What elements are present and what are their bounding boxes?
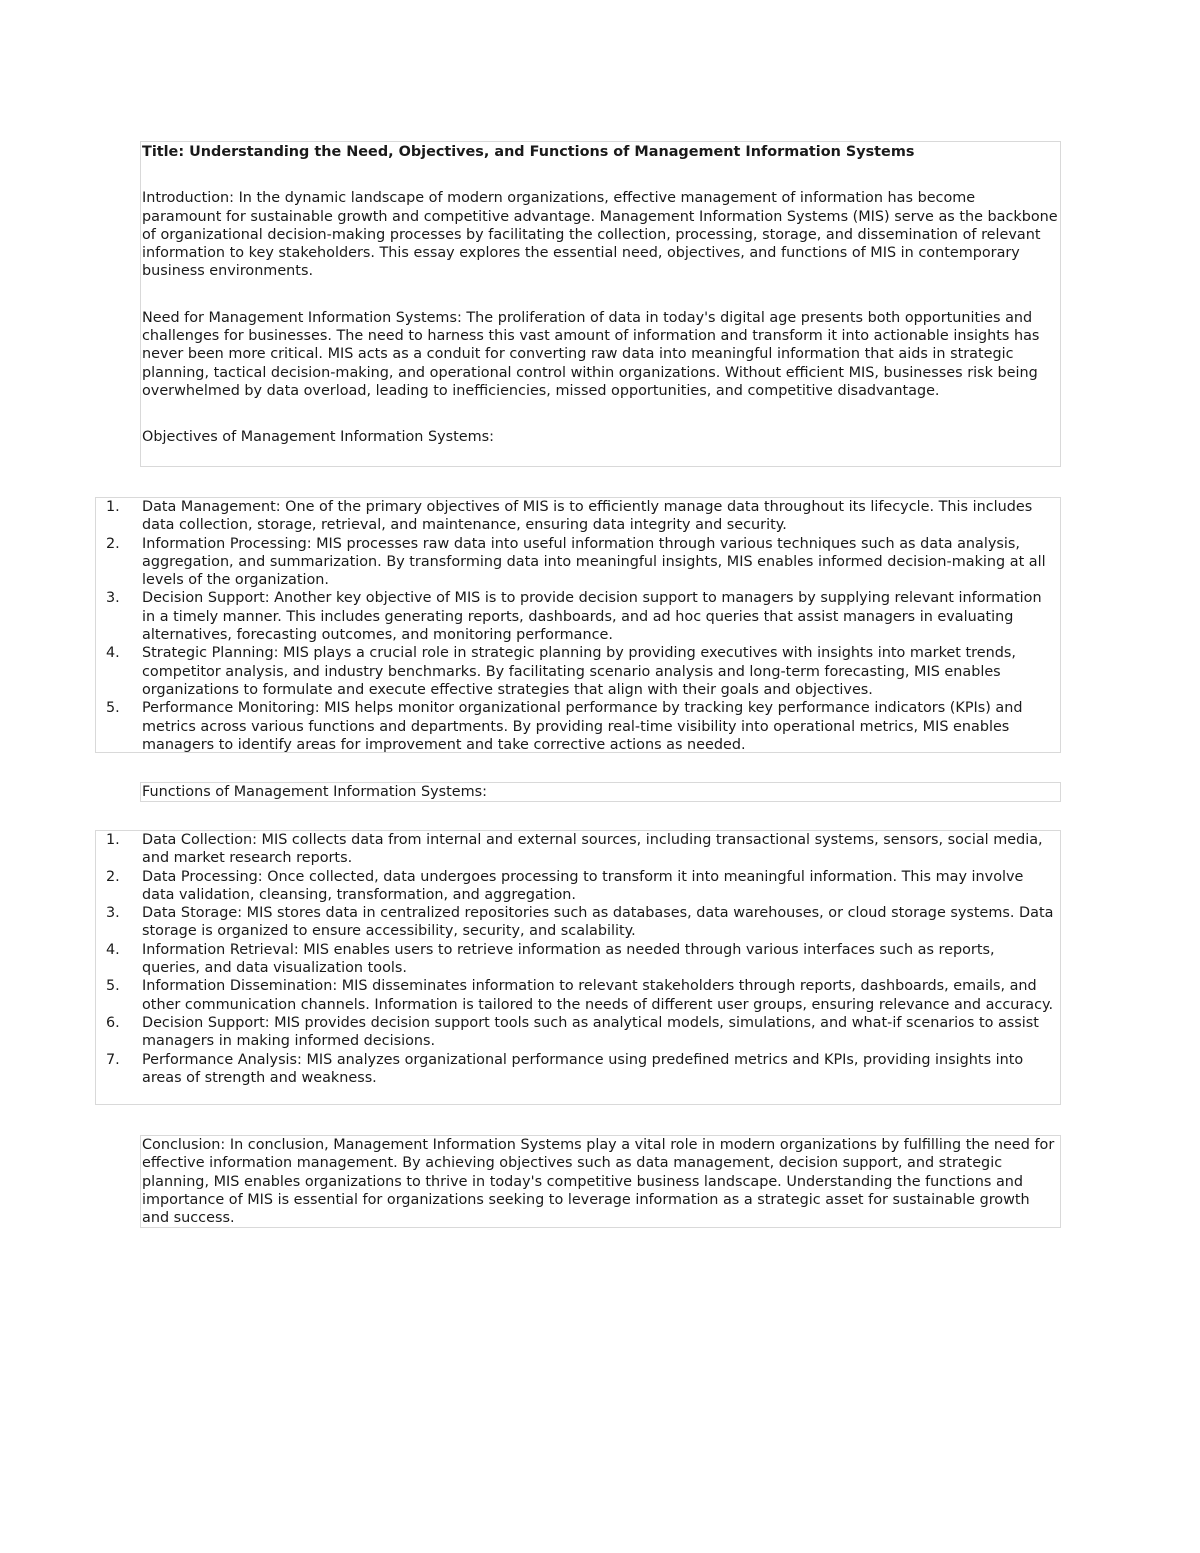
list-item-text: Data Collection: MIS collects data from internal and external sources, including transactional systems, sensors, social media, and market research reports. <box>142 832 1043 867</box>
intro-section <box>140 141 1061 467</box>
list-item <box>96 868 1060 905</box>
functions-heading: Functions of Management Information Systems: <box>142 784 487 800</box>
list-item-text: Decision Support: Another key objective of MIS is to provide decision support to managers by supplying relevant information in a timely manner. This includes generating reports, dashboards, and ad hoc queries that assist managers in evaluating alternatives, forecasting outcomes, and monitoring performance. <box>142 590 1042 644</box>
list-item-text: Performance Analysis: MIS analyzes organizational performance using predefined metrics and KPIs, providing insights into areas of strength and weakness. <box>142 1051 1024 1086</box>
objectives-list <box>96 498 1060 754</box>
list-number: 2. <box>106 535 120 552</box>
list-item <box>96 1014 1060 1051</box>
list-number: 5. <box>106 978 120 995</box>
list-item-text: Data Processing: Once collected, data undergoes processing to transform it into meaningful information. This may involve data validation, cleansing, transformation, and aggregation. <box>142 868 1024 903</box>
list-item-text: Performance Monitoring: MIS helps monitor organizational performance by tracking key performance indicators (KPIs) and metrics across various functions and departments. By providing real-time visibility into operational metrics, MIS enables managers to identify areas for improvement and take corrective actions as needed. <box>142 700 1023 753</box>
conclusion-section <box>140 1135 1061 1228</box>
list-item-text: Data Management: One of the primary objectives of MIS is to efficiently manage data throughout its lifecycle. This includes data collection, storage, retrieval, and maintenance, ensuring data integrity and security. <box>142 499 1033 534</box>
list-item <box>96 589 1060 644</box>
list-number: 3. <box>106 590 120 607</box>
objectives-heading: Objectives of Management Information Systems: <box>142 429 495 446</box>
list-number: 4. <box>106 645 120 662</box>
list-item <box>96 1051 1060 1088</box>
list-item <box>96 498 1060 535</box>
list-number: 1. <box>106 832 120 848</box>
list-item <box>96 699 1060 754</box>
list-item <box>96 644 1060 699</box>
list-item <box>96 535 1060 590</box>
list-number: 3. <box>106 905 120 922</box>
list-item-text: Decision Support: MIS provides decision support tools such as analytical models, simulations, and what-if scenarios to assist managers in making informed decisions. <box>142 1014 1039 1050</box>
list-number: 6. <box>106 1014 120 1031</box>
introduction-paragraph: Introduction: In the dynamic landscape of modern organizations, effective management of information has become paramount for sustainable growth and competitive advantage. Management Information Systems (MIS) serve as the backbone of organizational decision-making processes by facilitating the collection, processing, storage, and dissemination of relevant information to key stakeholders. This essay explores the essential need, objectives, and functions of MIS in contemporary business environments. <box>142 190 1058 280</box>
list-item-text: Data Storage: MIS stores data in centralized repositories such as databases, data warehouses, or cloud storage systems. Data storage is organized to ensure accessibility, security, and scalability. <box>142 905 1054 940</box>
spacer <box>142 400 1058 428</box>
functions-list <box>96 831 1060 1087</box>
spacer <box>142 161 1058 189</box>
list-number: 4. <box>106 941 120 958</box>
list-item-text: Information Dissemination: MIS disseminates information to relevant stakeholders through reports, dashboards, emails, and other communication channels. Information is tailored to the needs of different user groups, ensuring relevance and accuracy. <box>142 978 1054 1013</box>
list-number: 2. <box>106 868 120 885</box>
list-item <box>96 904 1060 941</box>
functions-list-section <box>95 830 1061 1105</box>
spacer <box>142 281 1058 309</box>
list-item <box>96 941 1060 978</box>
list-item-text: Strategic Planning: MIS plays a crucial role in strategic planning by providing executives with insights into market trends, competitor analysis, and industry benchmarks. By facilitating scenario analysis and long-term forecasting, MIS enables organizations to formulate and execute effective strategies that align with their goals and objectives. <box>142 645 1016 698</box>
list-item <box>96 831 1060 868</box>
list-item <box>96 977 1060 1014</box>
list-number: 5. <box>106 700 120 717</box>
document-title: Title: Understanding the Need, Objectives, and Functions of Management Information Systems <box>142 144 915 160</box>
list-number: 7. <box>106 1051 120 1068</box>
need-paragraph: Need for Management Information Systems: The proliferation of data in today's digital age presents both opportunities and challenges for businesses. The need to harness this vast amount of information and transform it into actionable insights has never been more critical. MIS acts as a conduit for converting raw data into meaningful information that aids in strategic planning, tactical decision-making, and operational control within organizations. Without efficient MIS, businesses risk being overwhelmed by data overload, leading to inefficiencies, missed opportunities, and competitive disadvantage. <box>142 309 1040 399</box>
objectives-list-section <box>95 497 1061 753</box>
functions-heading-section <box>140 782 1061 802</box>
conclusion-paragraph: Conclusion: In conclusion, Management Information Systems play a vital role in modern organizations by fulfilling the need for effective information management. By achieving objectives such as data management, decision support, and strategic planning, MIS enables organizations to thrive in today's competitive business landscape. Understanding the functions and importance of MIS is essential for organizations seeking to leverage information as a strategic asset for sustainable growth and success. <box>142 1137 1055 1227</box>
list-item-text: Information Processing: MIS processes raw data into useful information through various techniques such as data analysis, aggregation, and summarization. By transforming data into meaningful insights, MIS enables informed decision-making at all levels of the organization. <box>142 535 1046 589</box>
list-number: 1. <box>106 499 120 515</box>
list-item-text: Information Retrieval: MIS enables users to retrieve information as needed through various interfaces such as reports, queries, and data visualization tools. <box>142 941 995 977</box>
